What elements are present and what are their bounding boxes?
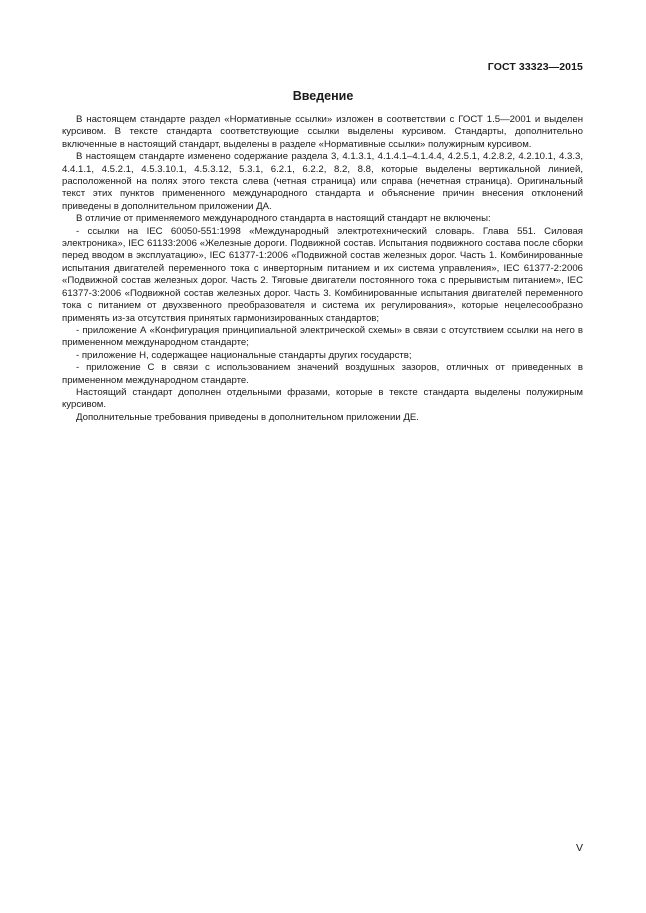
list-item-annex-c: - приложение С в связи с использованием значений воздушных зазоров, отличных от приведенных в примененном международном стандарте. (62, 362, 583, 386)
list-item-iec-references: - ссылки на IEC 60050-551:1998 «Международный электротехнический словарь. Глава 551. Силовая электроника», IEC 61133:2006 «Железные дороги. Подвижной состав. Испытания подвижного состава после сборки перед вводом в эксплуатацию», IEC 61377-1:2006 «Подвижной состав железных дорог. Часть 1. Комбинированные испытания двигателей переменного тока с инверторным питанием и их система управления», IEC 61377-2:2006 «Подвижной состав железных дорог. Часть 2. Тяговые двигатели постоянного тока с прерывистым питанием», IEC 61377-3:2006 «Подвижной состав железных дорог. Часть 3. Комбинированные испытания двигателей переменного тока с питанием от двухзвенного преобразователя и система их регулирования», которые нецелесообразно применять из-за отсутствия принятых гармонизированных стандартов; (62, 225, 583, 324)
paragraph-not-included-intro: В отличие от применяемого международного стандарта в настоящий стандарт не включены: (76, 213, 491, 225)
section-body (62, 114, 583, 424)
list-item-annex-a: - приложение А «Конфигурация принципиальной электрической схемы» в связи с отсутствием ссылки на него в примененном международном стандарте; (62, 324, 583, 349)
section-title: Введение (292, 89, 354, 103)
paragraph-additional-requirements: Дополнительные требования приведены в дополнительном приложении ДЕ. (76, 411, 419, 423)
standard-number: ГОСТ 33323—2015 (487, 61, 583, 73)
paragraph-supplemented-phrases: Настоящий стандарт дополнен отдельными фразами, которые в тексте стандарта выделены полужирным курсивом. (62, 386, 583, 411)
paragraph-changed-content: В настоящем стандарте изменено содержание раздела 3, 4.1.3.1, 4.1.4.1–4.1.4.4, 4.2.5.1, 4.2.8.2, 4.2.10.1, 4.3.3, 4.4.1.1, 4.5.2.1, 4.5.3.10.1, 4.5.3.12, 5.3.1, 6.2.1, 6.2.2, 8.2, 8.8, которые выделены вертикальной линией, расположенной на полях этого текста слева (четная страница) или справа (нечетная страница). Оригинальный текст этих пунктов примененного международного стандарта и объяснение причин внесения отклонений приведены в дополнительном приложении ДА. (62, 151, 583, 212)
list-item-annex-h: - приложение Н, содержащее национальные стандарты других государств; (76, 349, 412, 361)
paragraph-normative-references: В настоящем стандарте раздел «Нормативные ссылки» изложен в соответствии с ГОСТ 1.5—2001 и выделен курсивом. В тексте стандарта соответствующие ссылки выделены курсивом. Стандарты, дополнительно включенные в настоящий стандарт, выделены в разделе «Нормативные ссылки» полужирным курсивом. (62, 114, 583, 150)
page-number: V (575, 842, 583, 854)
